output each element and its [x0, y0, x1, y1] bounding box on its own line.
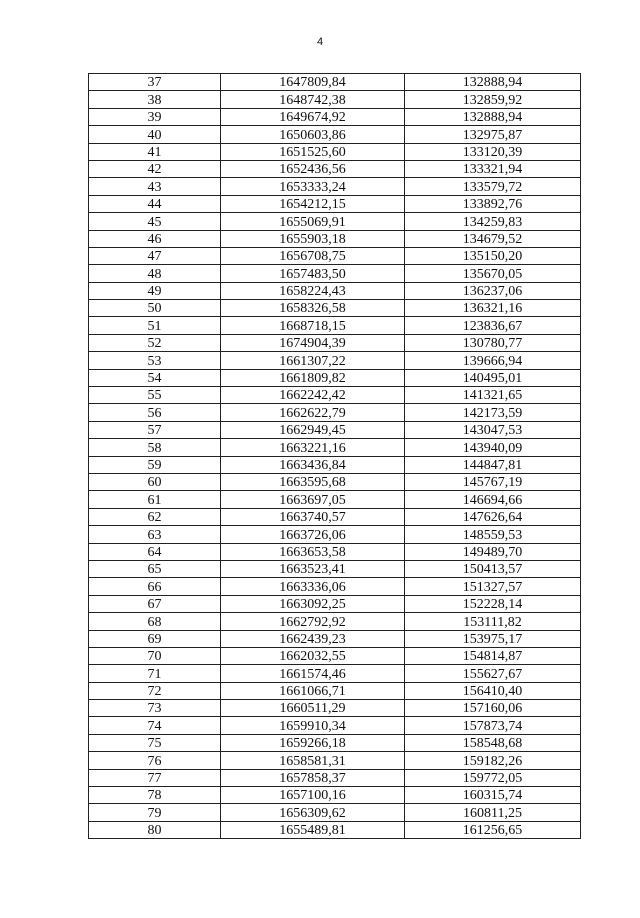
table-row [89, 595, 581, 612]
x-coordinate-cell: 1661307,22 [221, 352, 405, 369]
x-coordinate-cell: 1654212,15 [221, 195, 405, 212]
x-coordinate-cell: 1658224,43 [221, 282, 405, 299]
coordinates-table [88, 73, 581, 839]
point-number-cell: 52 [89, 334, 221, 351]
y-coordinate-cell: 160315,74 [405, 787, 581, 804]
table-row [89, 526, 581, 543]
x-coordinate-cell: 1650603,86 [221, 126, 405, 143]
point-number-cell: 71 [89, 665, 221, 682]
point-number-cell: 57 [89, 421, 221, 438]
y-coordinate-cell: 153111,82 [405, 613, 581, 630]
table-row [89, 195, 581, 212]
table-row [89, 717, 581, 734]
point-number-cell: 80 [89, 821, 221, 838]
point-number-cell: 48 [89, 265, 221, 282]
y-coordinate-cell: 157873,74 [405, 717, 581, 734]
y-coordinate-cell: 145767,19 [405, 473, 581, 490]
table-row [89, 404, 581, 421]
point-number-cell: 63 [89, 526, 221, 543]
point-number-cell: 78 [89, 787, 221, 804]
table-row [89, 630, 581, 647]
table-row [89, 300, 581, 317]
point-number-cell: 67 [89, 595, 221, 612]
x-coordinate-cell: 1649674,92 [221, 108, 405, 125]
table-row [89, 804, 581, 821]
point-number-cell: 60 [89, 473, 221, 490]
table-row [89, 752, 581, 769]
table-row [89, 213, 581, 230]
point-number-cell: 50 [89, 300, 221, 317]
y-coordinate-cell: 159772,05 [405, 769, 581, 786]
x-coordinate-cell: 1663653,58 [221, 543, 405, 560]
x-coordinate-cell: 1674904,39 [221, 334, 405, 351]
y-coordinate-cell: 159182,26 [405, 752, 581, 769]
point-number-cell: 75 [89, 734, 221, 751]
x-coordinate-cell: 1655489,81 [221, 821, 405, 838]
y-coordinate-cell: 149489,70 [405, 543, 581, 560]
point-number-cell: 72 [89, 682, 221, 699]
table-row [89, 578, 581, 595]
x-coordinate-cell: 1663336,06 [221, 578, 405, 595]
x-coordinate-cell: 1657858,37 [221, 769, 405, 786]
point-number-cell: 76 [89, 752, 221, 769]
y-coordinate-cell: 132975,87 [405, 126, 581, 143]
x-coordinate-cell: 1663595,68 [221, 473, 405, 490]
table-row [89, 821, 581, 838]
point-number-cell: 59 [89, 456, 221, 473]
table-row [89, 74, 581, 91]
table-row [89, 369, 581, 386]
y-coordinate-cell: 136237,06 [405, 282, 581, 299]
table-row [89, 560, 581, 577]
table-row [89, 230, 581, 247]
y-coordinate-cell: 133321,94 [405, 160, 581, 177]
table-row [89, 91, 581, 108]
table-row [89, 282, 581, 299]
y-coordinate-cell: 147626,64 [405, 508, 581, 525]
table-row [89, 387, 581, 404]
x-coordinate-cell: 1662622,79 [221, 404, 405, 421]
point-number-cell: 58 [89, 439, 221, 456]
y-coordinate-cell: 134259,83 [405, 213, 581, 230]
y-coordinate-cell: 152228,14 [405, 595, 581, 612]
y-coordinate-cell: 144847,81 [405, 456, 581, 473]
x-coordinate-cell: 1648742,38 [221, 91, 405, 108]
y-coordinate-cell: 155627,67 [405, 665, 581, 682]
y-coordinate-cell: 141321,65 [405, 387, 581, 404]
table-row [89, 126, 581, 143]
point-number-cell: 70 [89, 647, 221, 664]
point-number-cell: 69 [89, 630, 221, 647]
x-coordinate-cell: 1656309,62 [221, 804, 405, 821]
y-coordinate-cell: 134679,52 [405, 230, 581, 247]
coordinates-table-body [89, 74, 581, 839]
point-number-cell: 61 [89, 491, 221, 508]
y-coordinate-cell: 158548,68 [405, 734, 581, 751]
table-row [89, 543, 581, 560]
x-coordinate-cell: 1657483,50 [221, 265, 405, 282]
table-row [89, 352, 581, 369]
x-coordinate-cell: 1662792,92 [221, 613, 405, 630]
table-row [89, 421, 581, 438]
table-row [89, 491, 581, 508]
x-coordinate-cell: 1659910,34 [221, 717, 405, 734]
table-row [89, 178, 581, 195]
y-coordinate-cell: 146694,66 [405, 491, 581, 508]
y-coordinate-cell: 139666,94 [405, 352, 581, 369]
point-number-cell: 66 [89, 578, 221, 595]
point-number-cell: 74 [89, 717, 221, 734]
point-number-cell: 45 [89, 213, 221, 230]
y-coordinate-cell: 135670,05 [405, 265, 581, 282]
x-coordinate-cell: 1662439,23 [221, 630, 405, 647]
table-row [89, 439, 581, 456]
x-coordinate-cell: 1661809,82 [221, 369, 405, 386]
y-coordinate-cell: 150413,57 [405, 560, 581, 577]
x-coordinate-cell: 1662949,45 [221, 421, 405, 438]
point-number-cell: 49 [89, 282, 221, 299]
table-row [89, 456, 581, 473]
x-coordinate-cell: 1657100,16 [221, 787, 405, 804]
x-coordinate-cell: 1663740,57 [221, 508, 405, 525]
y-coordinate-cell: 140495,01 [405, 369, 581, 386]
point-number-cell: 53 [89, 352, 221, 369]
table-row [89, 317, 581, 334]
y-coordinate-cell: 132888,94 [405, 108, 581, 125]
table-row [89, 682, 581, 699]
table-row [89, 143, 581, 160]
point-number-cell: 43 [89, 178, 221, 195]
point-number-cell: 62 [89, 508, 221, 525]
point-number-cell: 51 [89, 317, 221, 334]
y-coordinate-cell: 153975,17 [405, 630, 581, 647]
x-coordinate-cell: 1663092,25 [221, 595, 405, 612]
x-coordinate-cell: 1668718,15 [221, 317, 405, 334]
x-coordinate-cell: 1663697,05 [221, 491, 405, 508]
point-number-cell: 41 [89, 143, 221, 160]
point-number-cell: 46 [89, 230, 221, 247]
point-number-cell: 68 [89, 613, 221, 630]
x-coordinate-cell: 1647809,84 [221, 74, 405, 91]
y-coordinate-cell: 143940,09 [405, 439, 581, 456]
y-coordinate-cell: 143047,53 [405, 421, 581, 438]
point-number-cell: 56 [89, 404, 221, 421]
x-coordinate-cell: 1663523,41 [221, 560, 405, 577]
x-coordinate-cell: 1662242,42 [221, 387, 405, 404]
y-coordinate-cell: 148559,53 [405, 526, 581, 543]
y-coordinate-cell: 135150,20 [405, 247, 581, 264]
x-coordinate-cell: 1661066,71 [221, 682, 405, 699]
table-row [89, 247, 581, 264]
x-coordinate-cell: 1663221,16 [221, 439, 405, 456]
y-coordinate-cell: 132888,94 [405, 74, 581, 91]
y-coordinate-cell: 157160,06 [405, 700, 581, 717]
point-number-cell: 44 [89, 195, 221, 212]
table-row [89, 769, 581, 786]
x-coordinate-cell: 1658326,58 [221, 300, 405, 317]
table-row [89, 508, 581, 525]
x-coordinate-cell: 1662032,55 [221, 647, 405, 664]
table-row [89, 473, 581, 490]
table-row [89, 334, 581, 351]
y-coordinate-cell: 130780,77 [405, 334, 581, 351]
x-coordinate-cell: 1653333,24 [221, 178, 405, 195]
table-row [89, 787, 581, 804]
y-coordinate-cell: 156410,40 [405, 682, 581, 699]
point-number-cell: 55 [89, 387, 221, 404]
x-coordinate-cell: 1660511,29 [221, 700, 405, 717]
x-coordinate-cell: 1659266,18 [221, 734, 405, 751]
point-number-cell: 65 [89, 560, 221, 577]
page-number: 4 [316, 36, 324, 48]
table-row [89, 160, 581, 177]
y-coordinate-cell: 160811,25 [405, 804, 581, 821]
point-number-cell: 54 [89, 369, 221, 386]
x-coordinate-cell: 1661574,46 [221, 665, 405, 682]
point-number-cell: 42 [89, 160, 221, 177]
point-number-cell: 39 [89, 108, 221, 125]
y-coordinate-cell: 142173,59 [405, 404, 581, 421]
y-coordinate-cell: 133579,72 [405, 178, 581, 195]
table-row [89, 647, 581, 664]
table-row [89, 665, 581, 682]
y-coordinate-cell: 133120,39 [405, 143, 581, 160]
y-coordinate-cell: 132859,92 [405, 91, 581, 108]
x-coordinate-cell: 1655069,91 [221, 213, 405, 230]
y-coordinate-cell: 151327,57 [405, 578, 581, 595]
point-number-cell: 40 [89, 126, 221, 143]
x-coordinate-cell: 1652436,56 [221, 160, 405, 177]
table-row [89, 265, 581, 282]
y-coordinate-cell: 133892,76 [405, 195, 581, 212]
table-row [89, 700, 581, 717]
x-coordinate-cell: 1663726,06 [221, 526, 405, 543]
table-row [89, 108, 581, 125]
x-coordinate-cell: 1655903,18 [221, 230, 405, 247]
x-coordinate-cell: 1651525,60 [221, 143, 405, 160]
point-number-cell: 38 [89, 91, 221, 108]
point-number-cell: 64 [89, 543, 221, 560]
point-number-cell: 37 [89, 74, 221, 91]
x-coordinate-cell: 1658581,31 [221, 752, 405, 769]
y-coordinate-cell: 123836,67 [405, 317, 581, 334]
x-coordinate-cell: 1663436,84 [221, 456, 405, 473]
point-number-cell: 79 [89, 804, 221, 821]
y-coordinate-cell: 136321,16 [405, 300, 581, 317]
point-number-cell: 47 [89, 247, 221, 264]
y-coordinate-cell: 154814,87 [405, 647, 581, 664]
table-row [89, 734, 581, 751]
y-coordinate-cell: 161256,65 [405, 821, 581, 838]
x-coordinate-cell: 1656708,75 [221, 247, 405, 264]
table-row [89, 613, 581, 630]
point-number-cell: 77 [89, 769, 221, 786]
point-number-cell: 73 [89, 700, 221, 717]
